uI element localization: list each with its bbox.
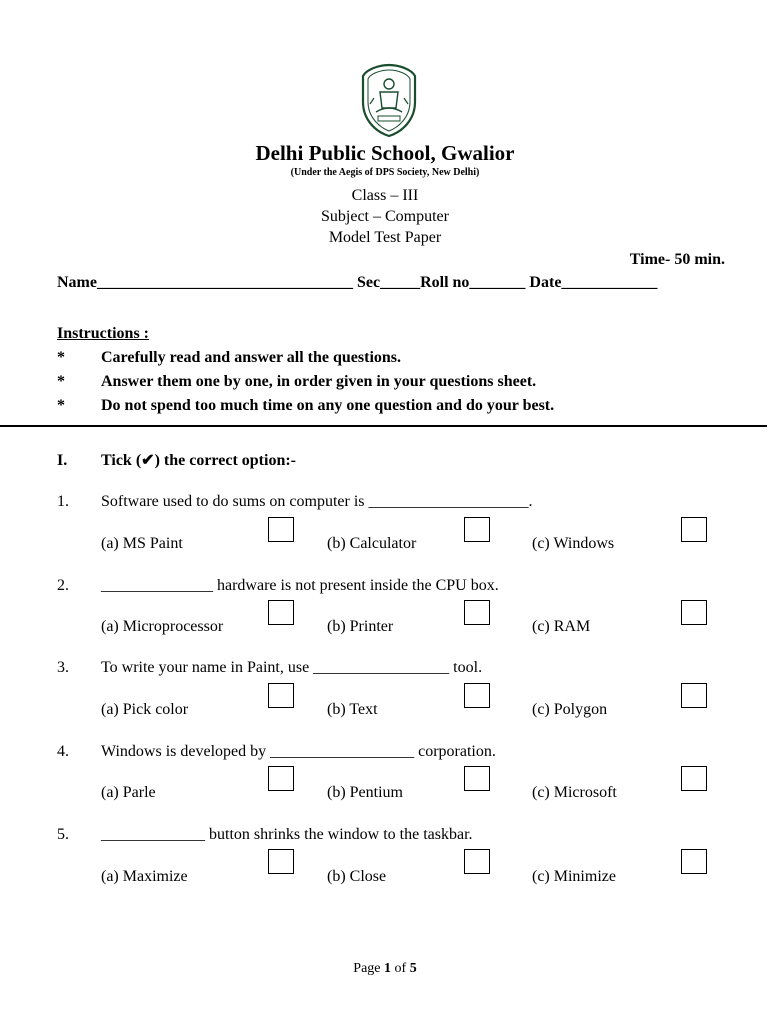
aegis-subtitle: (Under the Aegis of DPS Society, New Delhi)	[290, 167, 480, 178]
dps-crest-icon	[358, 62, 420, 138]
option-label: (a) Parle	[101, 784, 156, 801]
answer-checkbox[interactable]	[681, 766, 707, 791]
answer-checkbox[interactable]	[464, 600, 490, 625]
answer-checkbox[interactable]	[268, 517, 294, 542]
question-number: 2.	[57, 577, 69, 594]
question-text: To write your name in Paint, use _________________ tool.	[101, 659, 483, 676]
page-label: Page	[353, 961, 381, 976]
option-label: (c) Windows	[532, 535, 615, 552]
question-number: 5.	[57, 826, 69, 843]
option-label: (a) MS Paint	[101, 535, 183, 552]
instruction-bullet: *	[57, 349, 65, 366]
option-label: (b) Close	[327, 868, 387, 885]
question-text: ______________ hardware is not present inside the CPU box.	[101, 577, 499, 594]
instruction-text: Carefully read and answer all the questions.	[101, 349, 402, 366]
question-text: Software used to do sums on computer is ____________________.	[101, 493, 533, 510]
option-label: (c) Microsoft	[532, 784, 617, 801]
answer-checkbox[interactable]	[681, 600, 707, 625]
question-text: Windows is developed by __________________ corporation.	[101, 743, 496, 760]
answer-checkbox[interactable]	[268, 600, 294, 625]
instruction-text: Do not spend too much time on any one question and do your best.	[101, 397, 555, 414]
instruction-bullet: *	[57, 373, 65, 390]
school-name: Delhi Public School, Gwalior	[255, 141, 515, 165]
option-label: (c) Polygon	[532, 701, 608, 718]
option-label: (b) Text	[327, 701, 378, 718]
answer-checkbox[interactable]	[268, 849, 294, 874]
subject-line: Subject – Computer	[321, 208, 449, 225]
answer-checkbox[interactable]	[268, 683, 294, 708]
option-label: (b) Calculator	[327, 535, 417, 552]
page-of: of	[394, 961, 407, 976]
question-text: _____________ button shrinks the window to the taskbar.	[101, 826, 473, 843]
instruction-text: Answer them one by one, in order given in your questions sheet.	[101, 373, 537, 390]
answer-checkbox[interactable]	[464, 766, 490, 791]
page-current: 1	[384, 961, 392, 976]
student-details-line: Name________________________________ Sec_____Roll no_______ Date____________	[57, 274, 658, 291]
option-label: (b) Pentium	[327, 784, 403, 801]
class-line: Class – III	[351, 187, 419, 204]
section-divider	[0, 425, 767, 427]
question-number: 3.	[57, 659, 69, 676]
answer-checkbox[interactable]	[681, 683, 707, 708]
answer-checkbox[interactable]	[681, 517, 707, 542]
section-title: Tick (✔) the correct option:-	[101, 452, 296, 469]
answer-checkbox[interactable]	[464, 517, 490, 542]
question-number: 4.	[57, 743, 69, 760]
option-label: (a) Pick color	[101, 701, 189, 718]
option-label: (a) Maximize	[101, 868, 188, 885]
answer-checkbox[interactable]	[681, 849, 707, 874]
answer-checkbox[interactable]	[464, 683, 490, 708]
answer-checkbox[interactable]	[464, 849, 490, 874]
instructions-title: Instructions :	[57, 325, 150, 342]
instruction-bullet: *	[57, 397, 65, 414]
page-total: 5	[409, 961, 417, 976]
section-number: I.	[57, 452, 68, 469]
option-label: (c) RAM	[532, 618, 591, 635]
page-footer	[0, 960, 770, 978]
option-label: (b) Printer	[327, 618, 394, 635]
option-label: (c) Minimize	[532, 868, 616, 885]
time-allowed: Time- 50 min.	[629, 251, 725, 268]
paper-title: Model Test Paper	[328, 229, 442, 246]
answer-checkbox[interactable]	[268, 766, 294, 791]
question-number: 1.	[57, 493, 69, 510]
option-label: (a) Microprocessor	[101, 618, 224, 635]
